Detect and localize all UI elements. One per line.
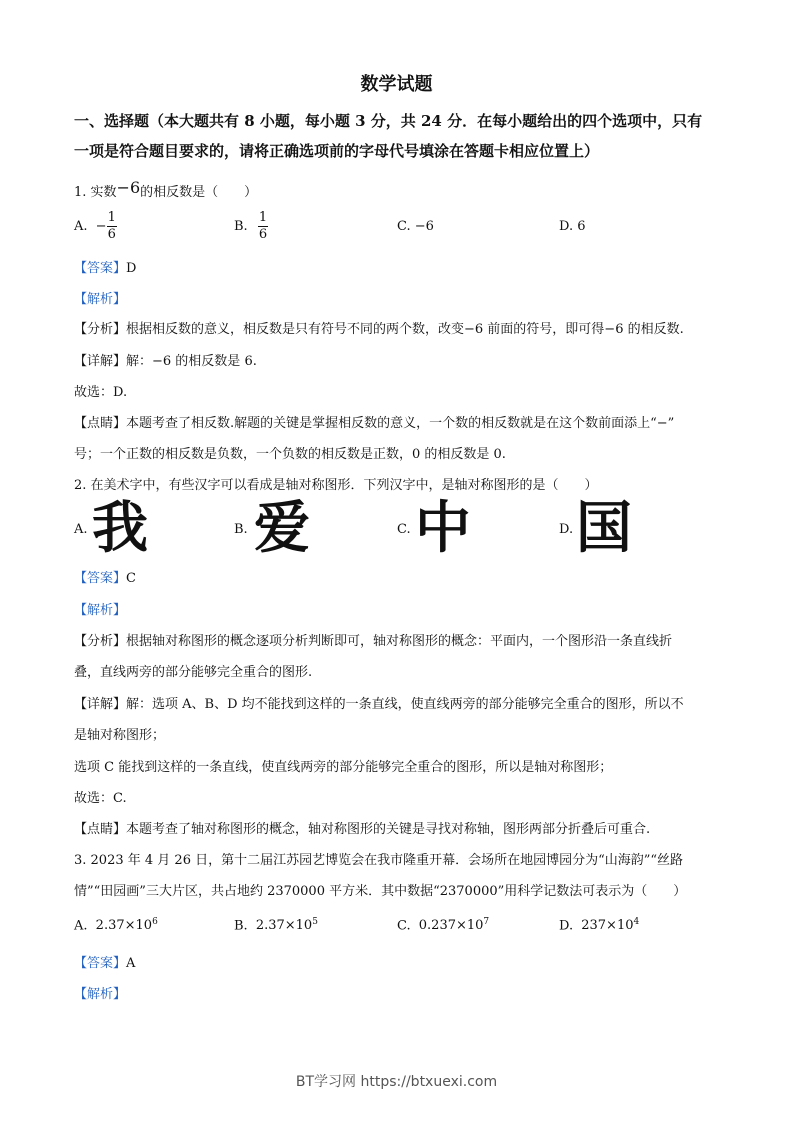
q3-option-a bbox=[74, 917, 158, 933]
q3-option-d-base: 237×10 bbox=[581, 918, 634, 934]
q1-option-b bbox=[234, 210, 268, 243]
q3-stem-line2: 情”“田园画”三大片区，共占地约 2370000 平方米．其中数据“2370000”用科学记数法可表示为（ ） bbox=[74, 884, 687, 899]
q1-dianjing-line2: 号；一个正数的相反数是负数，一个负数的相反数是正数，0 的相反数是 0. bbox=[74, 447, 506, 462]
q2-option-d-label: D. bbox=[559, 522, 574, 537]
q2-xiangjie-line3: 选项 C 能找到这样的一条直线，使直线两旁的部分能够完全重合的图形，所以是轴对称图形； bbox=[74, 760, 613, 775]
q3-option-b bbox=[234, 917, 318, 933]
q1-stem-suffix: 的相反数是（ ） bbox=[140, 185, 258, 200]
q1-analysis-tag: 【解析】 bbox=[74, 292, 127, 307]
q3-answer-value: A bbox=[126, 956, 136, 971]
q2-answer bbox=[74, 567, 136, 586]
q3-option-c-base: 0.237×10 bbox=[418, 918, 484, 934]
q3-option-c-label: C. bbox=[397, 918, 411, 934]
q1-guxuan: 故选：D. bbox=[74, 385, 128, 400]
section-heading-line1: 一、选择题（本大题共有 8 小题，每小题 3 分，共 24 分．在每小题给出的四个选项中，只有 bbox=[74, 112, 703, 130]
q1-xiangjie-text: 解：−6 的相反数是 6. bbox=[126, 354, 257, 369]
q2-option-c-char: 中 bbox=[415, 496, 471, 561]
q3-option-d-exponent: 4 bbox=[633, 917, 640, 927]
q1-option-c: C. −6 bbox=[397, 219, 434, 234]
q2-stem: 2. 在美术字中，有些汉字可以看成是轴对称图形．下列汉字中，是轴对称图形的是（ ） bbox=[74, 478, 598, 493]
q1-stem bbox=[74, 178, 258, 200]
q3-option-d bbox=[559, 917, 639, 933]
q2-dianjing bbox=[74, 818, 650, 837]
q1-dianjing-tag: 【点睛】 bbox=[74, 416, 127, 431]
q1-xiangjie bbox=[74, 350, 257, 369]
q1-option-a-denominator: 6 bbox=[107, 227, 116, 242]
q2-xiangjie-line1 bbox=[74, 693, 684, 712]
q1-fenxi-text: 根据相反数的意义，相反数是只有符号不同的两个数，改变−6 前面的符号，即可得−6 的相反数. bbox=[126, 322, 684, 337]
q3-option-c bbox=[397, 917, 489, 933]
q1-option-a-label: A. bbox=[74, 219, 88, 234]
q1-option-a-fraction bbox=[107, 210, 117, 243]
q2-option-a-char: 我 bbox=[92, 496, 148, 561]
q3-option-b-label: B. bbox=[234, 918, 248, 934]
q1-option-b-numerator: 1 bbox=[258, 210, 268, 225]
q2-option-b-label: B. bbox=[234, 522, 248, 537]
q3-answer bbox=[74, 952, 135, 971]
q1-xiangjie-tag: 【详解】 bbox=[74, 354, 127, 369]
q1-option-d: D. 6 bbox=[559, 219, 586, 234]
q2-fenxi-line2: 叠，直线两旁的部分能够完全重合的图形. bbox=[74, 665, 313, 680]
q1-answer-value: D bbox=[126, 261, 137, 276]
footer-watermark: BT学习网 https://btxuexi.com bbox=[295, 1074, 498, 1090]
q2-xiangjie-line2: 是轴对称图形； bbox=[74, 728, 166, 743]
q2-fenxi-text1: 根据轴对称图形的概念逐项分析判断即可，轴对称图形的概念：平面内，一个图形沿一条直线折 bbox=[126, 634, 673, 649]
q3-stem-line1: 3. 2023 年 4 月 26 日，第十二届江苏园艺博览会在我市隆重开幕．会场所在地园博园分为“山海韵”“丝路 bbox=[74, 853, 684, 868]
q1-answer-tag: 【答案】 bbox=[74, 261, 127, 276]
q3-option-d-label: D. bbox=[559, 918, 574, 934]
q3-option-a-base: 2.37×10 bbox=[95, 918, 153, 934]
q1-option-a bbox=[74, 210, 117, 243]
q2-analysis-tag: 【解析】 bbox=[74, 603, 127, 618]
q1-stem-number: −6 bbox=[116, 178, 141, 197]
q3-option-b-base: 2.37×10 bbox=[255, 918, 313, 934]
q3-answer-tag: 【答案】 bbox=[74, 956, 127, 971]
q2-option-b-char: 爱 bbox=[254, 496, 310, 561]
q2-fenxi-tag: 【分析】 bbox=[74, 634, 127, 649]
q2-xiangjie-text1: 解：选项 A、B、D 均不能找到这样的一条直线，使直线两旁的部分能够完全重合的图形，所以不 bbox=[126, 697, 684, 712]
q1-option-a-numerator: 1 bbox=[107, 210, 116, 225]
q2-xiangjie-tag: 【详解】 bbox=[74, 697, 127, 712]
q2-answer-value: C bbox=[126, 571, 136, 586]
q1-option-b-denominator: 6 bbox=[258, 227, 268, 242]
q2-option-a-label: A. bbox=[74, 522, 88, 537]
q3-option-c-exponent: 7 bbox=[483, 917, 490, 927]
q3-option-b-exponent: 5 bbox=[312, 917, 318, 927]
q2-dianjing-text: 本题考查了轴对称图形的概念，轴对称图形的关键是寻找对称轴，图形两部分折叠后可重合. bbox=[126, 822, 651, 837]
section-heading-line2: 一项是符合题目要求的，请将正确选项前的字母代号填涂在答题卡相应位置上） bbox=[74, 142, 600, 160]
q2-option-d-char: 国 bbox=[576, 496, 632, 561]
q3-option-a-exponent: 6 bbox=[152, 917, 158, 927]
q1-stem-prefix: 1. 实数 bbox=[74, 185, 117, 200]
q1-option-b-label: B. bbox=[234, 219, 248, 234]
q2-dianjing-tag: 【点睛】 bbox=[74, 822, 127, 837]
q3-option-a-label: A. bbox=[74, 918, 88, 934]
q1-dianjing-line1 bbox=[74, 412, 674, 431]
q2-guxuan: 故选：C. bbox=[74, 791, 127, 806]
q1-option-a-sign: − bbox=[95, 219, 107, 234]
q2-answer-tag: 【答案】 bbox=[74, 571, 127, 586]
q1-option-b-fraction bbox=[258, 210, 268, 243]
q1-dianjing-text1: 本题考查了相反数.解题的关键是掌握相反数的意义，一个数的相反数就是在这个数前面添上“−” bbox=[126, 416, 675, 431]
q2-option-c-label: C. bbox=[397, 522, 411, 537]
q3-analysis-tag: 【解析】 bbox=[74, 987, 127, 1002]
page-title: 数学试题 bbox=[360, 74, 433, 95]
q2-fenxi-line1 bbox=[74, 630, 672, 649]
q1-fenxi bbox=[74, 318, 684, 337]
q1-fenxi-tag: 【分析】 bbox=[74, 322, 127, 337]
q1-answer bbox=[74, 257, 136, 276]
